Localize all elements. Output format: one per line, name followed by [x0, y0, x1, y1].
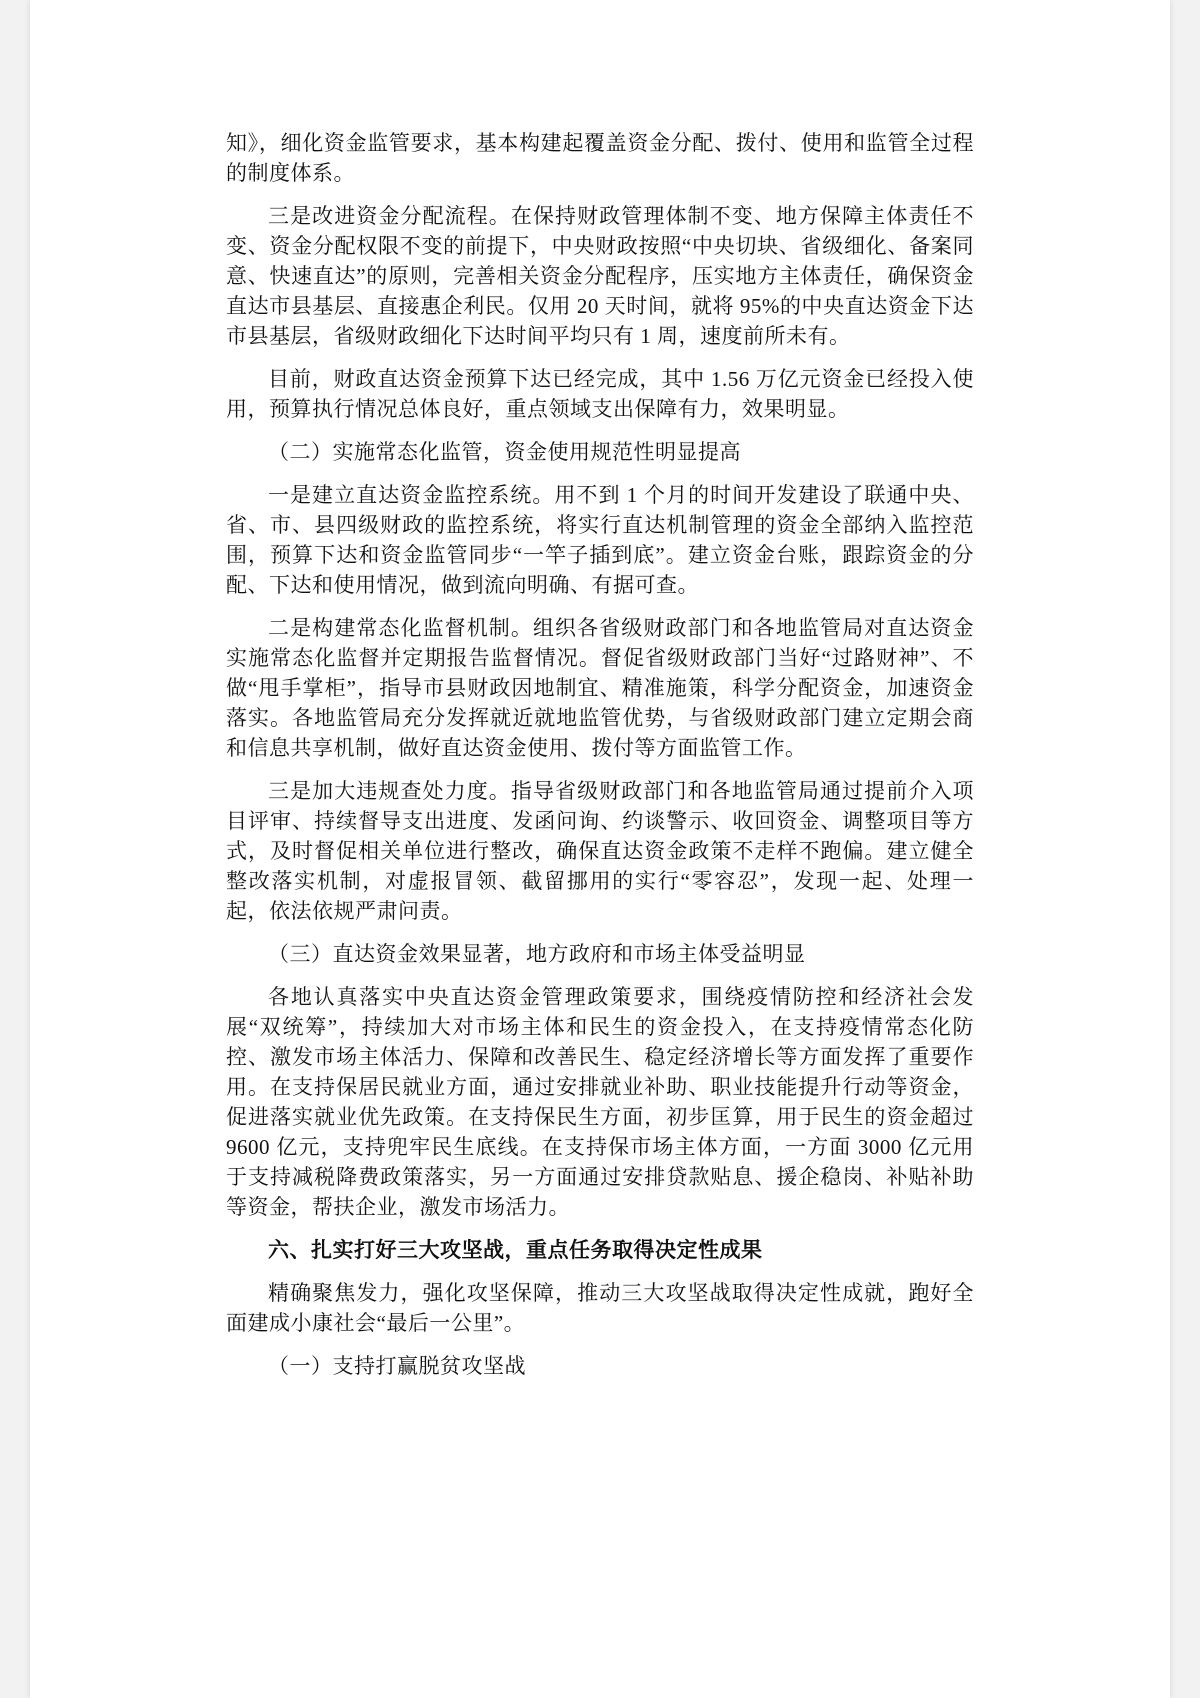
paragraph-results: 各地认真落实中央直达资金管理政策要求，围绕疫情防控和经济社会发展“双统筹”，持续加大对市场主体和民生的资金投入，在支持疫情常态化防控、激发市场主体活力、保障和改善民生、稳定经济增长等方面发挥了重要作用。在支持保居民就业方面，通过安排就业补助、职业技能提升行动等资金，促进落实就业优先政策。在支持保民生方面，初步匡算，用于民生的资金超过 9600 亿元，支持兜牢民生底线。在支持保市场主体方面，一方面 3000 亿元用于支持减税降费政策落实，另一方面通过安排贷款贴息、援企稳岗、补贴补助等资金，帮扶企业，激发市场活力。	[226, 985, 974, 1219]
paragraph-budget-progress: 目前，财政直达资金预算下达已经完成，其中 1.56 万亿元资金已经投入使用，预算执行情况总体良好，重点领域支出保障有力，效果明显。	[226, 367, 974, 421]
paragraph-continuation: 知》，细化资金监管要求，基本构建起覆盖资金分配、拨付、使用和监管全过程的制度体系。	[226, 131, 974, 185]
subheading-section-1: （一）支持打赢脱贫攻坚战	[268, 1354, 526, 1378]
subheading-section-2: （二）实施常态化监管，资金使用规范性明显提高	[268, 440, 741, 464]
heading-part-6: 六、扎实打好三大攻坚战，重点任务取得决定性成果	[268, 1238, 763, 1262]
paragraph-monitoring-system: 一是建立直达资金监控系统。用不到 1 个月的时间开发建设了联通中央、省、市、县四级财政的监控系统，将实行直达机制管理的资金全部纳入监控范围，预算下达和资金监管同步“一竿子插到底”。建立资金台账，跟踪资金的分配、下达和使用情况，做到流向明确、有据可查。	[226, 483, 974, 597]
paragraph-funds-allocation: 三是改进资金分配流程。在保持财政管理体制不变、地方保障主体责任不变、资金分配权限不变的前提下，中央财政按照“中央切块、省级细化、备案同意、快速直达”的原则，完善相关资金分配程序，压实地方主体责任，确保资金直达市县基层、直接惠企利民。仅用 20 天时间，就将 95%的中央直达资金下达市县基层，省级财政细化下达时间平均只有 1 周，速度前所未有。	[226, 204, 974, 348]
subheading-section-3: （三）直达资金效果显著，地方政府和市场主体受益明显	[268, 942, 806, 966]
paragraph-supervision-mechanism: 二是构建常态化监督机制。组织各省级财政部门和各地监管局对直达资金实施常态化监督并定期报告监督情况。督促省级财政部门当好“过路财神”、不做“甩手掌柜”，指导市县财政因地制宜、精准施策，科学分配资金，加速资金落实。各地监管局充分发挥就近就地监管优势，与省级财政部门建立定期会商和信息共享机制，做好直达资金使用、拨付等方面监管工作。	[226, 616, 974, 760]
paragraph-three-battles-intro: 精确聚焦发力，强化攻坚保障，推动三大攻坚战取得决定性成就，跑好全面建成小康社会“最后一公里”。	[226, 1281, 974, 1335]
paragraph-violation-enforcement: 三是加大违规查处力度。指导省级财政部门和各地监管局通过提前介入项目评审、持续督导支出进度、发函问询、约谈警示、收回资金、调整项目等方式，及时督促相关单位进行整改，确保直达资金政策不走样不跑偏。建立健全整改落实机制，对虚报冒领、截留挪用的实行“零容忍”，发现一起、处理一起，依法依规严肃问责。	[226, 779, 974, 923]
document-content	[226, 128, 974, 1381]
document-page	[30, 0, 1170, 1698]
